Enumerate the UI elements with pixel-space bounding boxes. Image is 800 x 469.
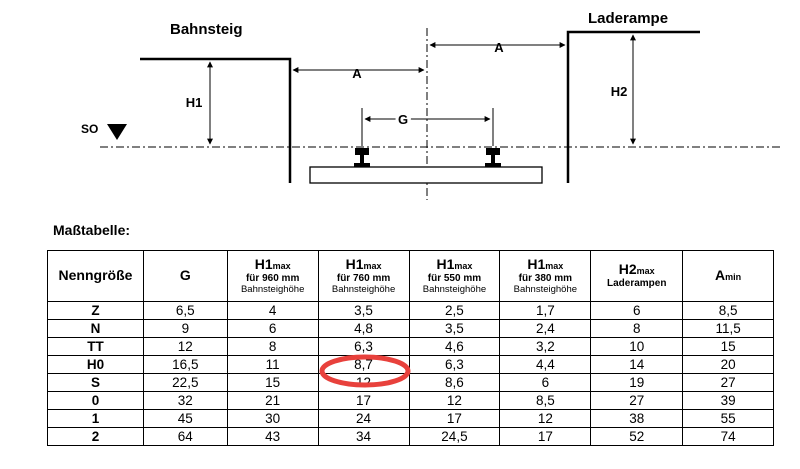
label-h1: H1 xyxy=(185,95,203,110)
so-marker-icon xyxy=(107,124,127,140)
cell-a-min: 8,5 xyxy=(683,302,774,320)
cell-a-min: 15 xyxy=(683,338,774,356)
cell-h2: 6 xyxy=(591,302,683,320)
cell-h1-380: 6 xyxy=(500,374,591,392)
cell-h1-760: 12 xyxy=(318,374,409,392)
cell-h1-760: 4,8 xyxy=(318,320,409,338)
cell-h2: 52 xyxy=(591,428,683,446)
cell-h2: 38 xyxy=(591,410,683,428)
cell-a-min: 74 xyxy=(683,428,774,446)
table-header-row xyxy=(48,251,774,302)
cell-h2: 19 xyxy=(591,374,683,392)
label-a-right: A xyxy=(494,40,504,55)
cell-h1-960: 30 xyxy=(227,410,318,428)
table-title: Maßtabelle: xyxy=(53,222,131,238)
label-laderampe: Laderampe xyxy=(588,10,669,27)
header-h1-380: H1max für 380 mm Bahnsteighöhe xyxy=(500,251,591,302)
header-h1-760: H1max für 760 mm Bahnsteighöhe xyxy=(318,251,409,302)
cell-h1-380: 17 xyxy=(500,428,591,446)
cell-h1-550: 6,3 xyxy=(409,356,500,374)
cell-h1-760: 6,3 xyxy=(318,338,409,356)
cell-h1-960: 11 xyxy=(227,356,318,374)
rail-right xyxy=(485,148,501,167)
cell-g: 22,5 xyxy=(143,374,227,392)
cell-a-min: 27 xyxy=(683,374,774,392)
cell-h1-760: 3,5 xyxy=(318,302,409,320)
sleeper xyxy=(310,167,542,183)
cell-g: 32 xyxy=(143,392,227,410)
cell-h1-380: 1,7 xyxy=(500,302,591,320)
cell-h1-760: 34 xyxy=(318,428,409,446)
cell-nenngroesse: 1 xyxy=(48,410,144,428)
label-bahnsteig: Bahnsteig xyxy=(170,21,243,38)
rail-left xyxy=(354,148,370,167)
header-g: G xyxy=(143,251,227,302)
cell-h1-380: 12 xyxy=(500,410,591,428)
table-row xyxy=(48,392,774,410)
cell-a-min: 20 xyxy=(683,356,774,374)
cell-nenngroesse: TT xyxy=(48,338,144,356)
table-row xyxy=(48,320,774,338)
track-clearance-diagram xyxy=(0,0,800,215)
cell-h1-550: 3,5 xyxy=(409,320,500,338)
cell-nenngroesse: S xyxy=(48,374,144,392)
platform-outline xyxy=(140,59,290,183)
cell-h1-380: 2,4 xyxy=(500,320,591,338)
cell-h2: 14 xyxy=(591,356,683,374)
cell-a-min: 55 xyxy=(683,410,774,428)
header-h2: H2max Laderampen xyxy=(591,251,683,302)
table-row xyxy=(48,302,774,320)
cell-a-min: 11,5 xyxy=(683,320,774,338)
cell-h1-380: 3,2 xyxy=(500,338,591,356)
cell-g: 45 xyxy=(143,410,227,428)
cell-h1-760: 17 xyxy=(318,392,409,410)
cell-h1-550: 24,5 xyxy=(409,428,500,446)
cell-g: 9 xyxy=(143,320,227,338)
cell-g: 6,5 xyxy=(143,302,227,320)
cell-nenngroesse: 2 xyxy=(48,428,144,446)
cell-h2: 27 xyxy=(591,392,683,410)
cell-h1-550: 2,5 xyxy=(409,302,500,320)
cell-h1-760: 8,7 xyxy=(318,356,409,374)
table-row xyxy=(48,410,774,428)
label-so: SO xyxy=(81,122,99,136)
cell-h1-550: 17 xyxy=(409,410,500,428)
cell-nenngroesse: N xyxy=(48,320,144,338)
cell-h1-380: 4,4 xyxy=(500,356,591,374)
table-row xyxy=(48,428,774,446)
cell-h2: 10 xyxy=(591,338,683,356)
dimension-table xyxy=(47,250,774,446)
table-row xyxy=(48,356,774,374)
cell-a-min: 39 xyxy=(683,392,774,410)
label-a-left: A xyxy=(352,66,362,81)
cell-nenngroesse: 0 xyxy=(48,392,144,410)
cell-h1-380: 8,5 xyxy=(500,392,591,410)
cell-h1-760: 24 xyxy=(318,410,409,428)
cell-h1-960: 15 xyxy=(227,374,318,392)
cell-h2: 8 xyxy=(591,320,683,338)
cell-h1-550: 12 xyxy=(409,392,500,410)
cell-h1-550: 8,6 xyxy=(409,374,500,392)
cell-nenngroesse: H0 xyxy=(48,356,144,374)
cell-h1-960: 6 xyxy=(227,320,318,338)
cell-h1-960: 4 xyxy=(227,302,318,320)
cell-h1-960: 43 xyxy=(227,428,318,446)
cell-h1-550: 4,6 xyxy=(409,338,500,356)
header-h1-960: H1max für 960 mm Bahnsteighöhe xyxy=(227,251,318,302)
cell-g: 16,5 xyxy=(143,356,227,374)
label-g: G xyxy=(397,112,409,127)
label-h2: H2 xyxy=(610,84,628,99)
cell-h1-960: 8 xyxy=(227,338,318,356)
table-row xyxy=(48,338,774,356)
cell-nenngroesse: Z xyxy=(48,302,144,320)
cell-g: 12 xyxy=(143,338,227,356)
cell-g: 64 xyxy=(143,428,227,446)
header-nenngroesse: Nenngröße xyxy=(48,251,144,302)
header-a-min: Amin xyxy=(683,251,774,302)
table-row xyxy=(48,374,774,392)
header-h1-550: H1max für 550 mm Bahnsteighöhe xyxy=(409,251,500,302)
loading-ramp-outline xyxy=(568,32,700,183)
cell-h1-960: 21 xyxy=(227,392,318,410)
